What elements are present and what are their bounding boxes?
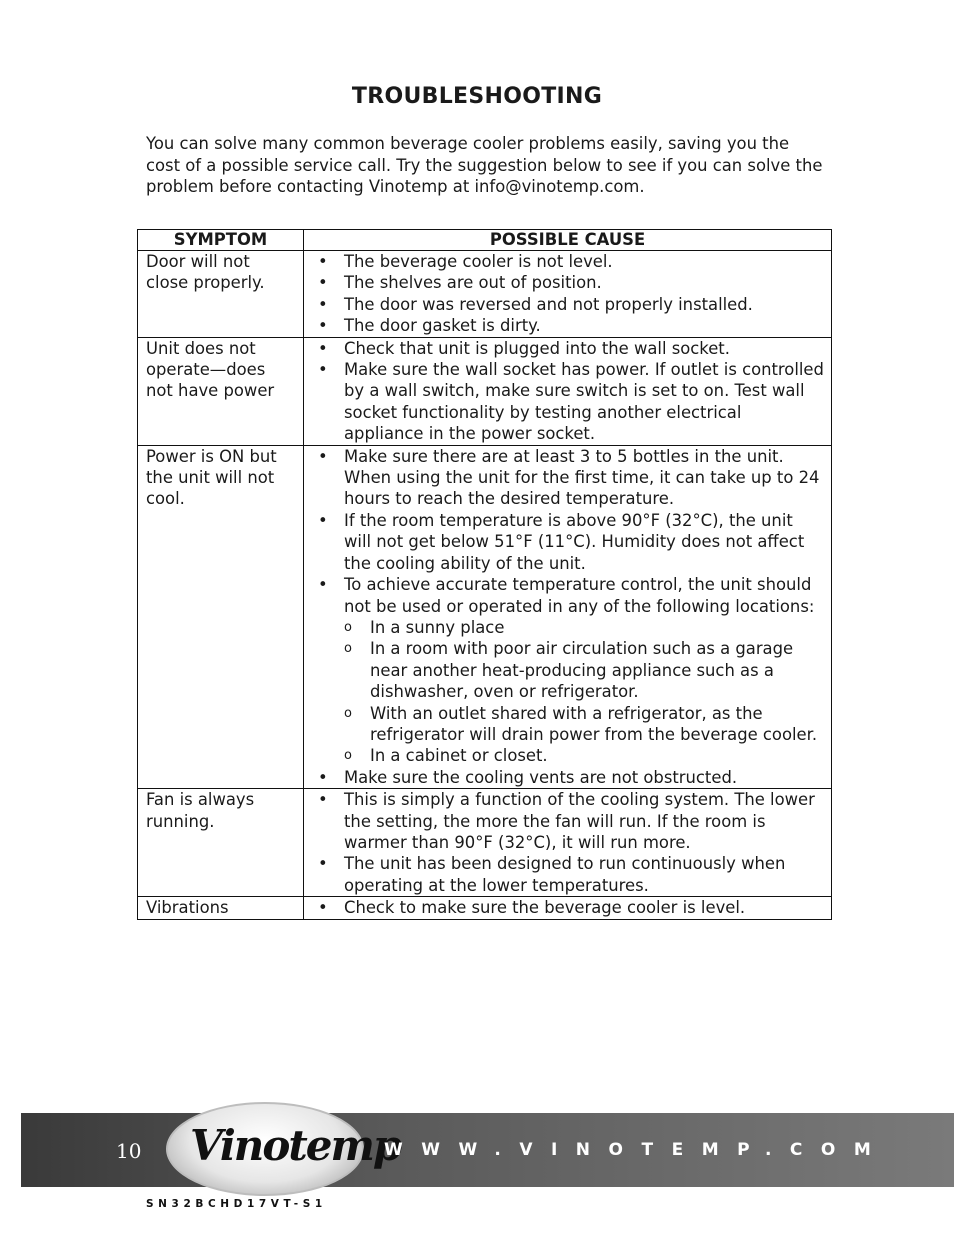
troubleshooting-table bbox=[137, 229, 832, 920]
model-number: SN32BCHD17VT-S1 bbox=[146, 1198, 327, 1210]
symptom-cell: Vibrations bbox=[138, 897, 304, 919]
cause-list bbox=[312, 251, 825, 337]
cause-text: If the room temperature is above 90°F (32°C), the unit will not get below 51°F (11°C). Humidity does not affect the cooling ability of the unit. bbox=[344, 510, 805, 573]
table-row bbox=[138, 337, 832, 445]
cause-text: This is simply a function of the cooling system. The lower the setting, the more the fan will run. If the room is warmer than 90°F (32°C), it will run more. bbox=[344, 790, 815, 852]
cause-text: Make sure the cooling vents are not obstructed. bbox=[344, 767, 738, 787]
sub-cause-item: o In a sunny place bbox=[344, 617, 825, 638]
possible-cause-cell bbox=[304, 897, 832, 919]
cause-item bbox=[312, 789, 825, 853]
cause-item bbox=[312, 574, 825, 767]
cause-text: The beverage cooler is not level. bbox=[344, 252, 613, 271]
cause-item bbox=[312, 446, 825, 510]
cause-text: Check that unit is plugged into the wall socket. bbox=[344, 338, 730, 358]
page-title: TROUBLESHOOTING bbox=[351, 84, 603, 109]
possible-cause-cell bbox=[304, 337, 832, 445]
symptom-cell: Power is ON but the unit will not cool. bbox=[138, 445, 304, 789]
sub-cause-item: o With an outlet shared with a refrigerator, as the refrigerator will drain power from the beverage cooler. bbox=[344, 703, 825, 746]
cause-item bbox=[312, 338, 825, 359]
cause-list bbox=[312, 789, 825, 896]
sub-cause-item: o In a room with poor air circulation such as a garage near another heat-producing appliance such as a dishwasher, oven or refrigerator. bbox=[344, 638, 825, 702]
symptom-cell: Unit does not operate—does not have power bbox=[138, 337, 304, 445]
cause-item bbox=[312, 251, 825, 272]
cause-text: Make sure there are at least 3 to 5 bottles in the unit. When using the unit for the first time, it can take up to 24 hours to reach the desired temperature. bbox=[344, 446, 820, 509]
cause-text: The unit has been designed to run continuously when operating at the lower temperatures. bbox=[344, 854, 786, 895]
header-possible-cause: POSSIBLE CAUSE bbox=[304, 230, 832, 251]
symptom-cell: Fan is always running. bbox=[138, 789, 304, 897]
cause-item bbox=[312, 510, 825, 574]
possible-cause-cell bbox=[304, 251, 832, 338]
cause-text: The door was reversed and not properly installed. bbox=[344, 294, 753, 314]
table-row bbox=[138, 445, 832, 789]
cause-text: Check to make sure the beverage cooler is level. bbox=[344, 898, 746, 918]
cause-list bbox=[312, 897, 825, 918]
symptom-cell: Door will not close properly. bbox=[138, 251, 304, 338]
table-body bbox=[138, 251, 832, 920]
cause-item bbox=[312, 853, 825, 896]
page-number: 10 bbox=[116, 1139, 142, 1163]
cause-text: To achieve accurate temperature control, the unit should not be used or operated in any of the following locations: bbox=[344, 575, 815, 616]
cause-item bbox=[312, 897, 825, 918]
cause-item bbox=[312, 315, 825, 336]
cause-text: Make sure the wall socket has power. If outlet is controlled by a wall switch, make sure switch is set to on. Test wall socket functionality by testing another electrical appliance in the power socket. bbox=[344, 360, 824, 444]
cause-list bbox=[312, 446, 825, 789]
table-row bbox=[138, 251, 832, 338]
table-header-row bbox=[138, 230, 832, 251]
cause-list bbox=[312, 338, 825, 445]
cause-item bbox=[312, 767, 825, 788]
cause-text: The door gasket is dirty. bbox=[344, 316, 541, 336]
cause-item bbox=[312, 294, 825, 315]
cause-text: The shelves are out of position. bbox=[344, 273, 602, 293]
website-url: WWW.VINOTEMP.COM bbox=[384, 1140, 890, 1160]
possible-cause-cell bbox=[304, 789, 832, 897]
sub-cause-list bbox=[344, 617, 825, 767]
intro-paragraph: You can solve many common beverage cooler problems easily, saving you the cost of a possible service call. Try the suggestion below to see if you can solve the problem before contacting Vinotemp at info@vinotemp.com. bbox=[146, 134, 823, 196]
sub-cause-item: o In a cabinet or closet. bbox=[344, 745, 825, 766]
possible-cause-cell bbox=[304, 445, 832, 789]
cause-item bbox=[312, 359, 825, 445]
table-row bbox=[138, 789, 832, 897]
logo-wordmark: Vinotemp bbox=[190, 1121, 401, 1170]
cause-item bbox=[312, 272, 825, 293]
table-row bbox=[138, 897, 832, 919]
header-symptom: SYMPTOM bbox=[138, 230, 304, 251]
